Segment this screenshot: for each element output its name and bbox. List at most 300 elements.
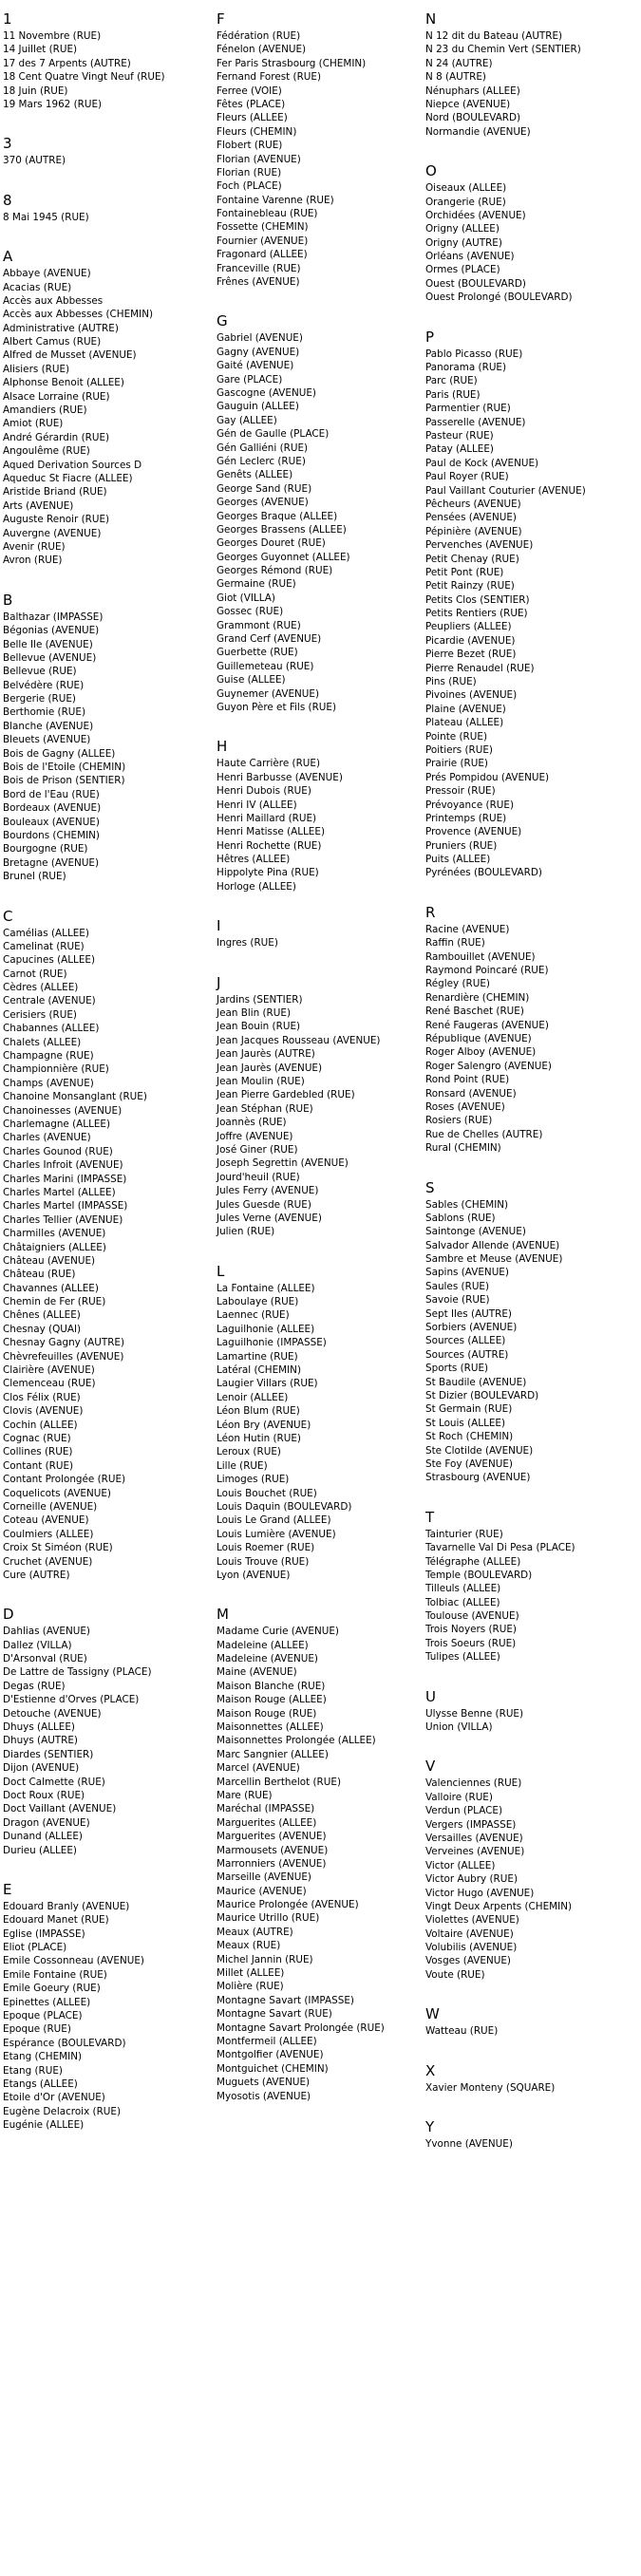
street-entry: Ingres (RUE): [217, 937, 278, 950]
street-entry: Voute (RUE): [425, 1968, 485, 1981]
street-entry: Angoulême (RUE): [3, 445, 90, 458]
street-entry: Paul Royer (RUE): [425, 471, 509, 483]
street-entry: Contant Prolongée (RUE): [3, 1474, 126, 1486]
section-letter-heading: W: [425, 2005, 440, 2023]
street-entry: Montgolfier (AVENUE): [217, 2049, 324, 2061]
street-entry: Collines (RUE): [3, 1446, 73, 1458]
street-entry: Tainturier (RUE): [425, 1528, 503, 1540]
street-entry: 14 Juillet (RUE): [3, 44, 78, 56]
street-entry: Joffre (AVENUE): [217, 1130, 293, 1142]
street-entry: Muguets (AVENUE): [217, 2077, 311, 2089]
street-entry: Cerisiers (RUE): [3, 1008, 77, 1021]
street-entry: Blanche (AVENUE): [3, 720, 94, 732]
street-entry: Centrale (AVENUE): [3, 995, 96, 1007]
street-entry: Bretagne (AVENUE): [3, 856, 100, 869]
street-entry: Rond Point (RUE): [425, 1074, 510, 1086]
street-entry: Fédération (RUE): [217, 30, 301, 42]
street-entry: Fragonard (ALLEE): [217, 249, 308, 261]
street-entry: Avron (RUE): [3, 555, 63, 567]
street-entry: N 23 du Chemin Vert (SENTIER): [425, 44, 581, 56]
street-entry: Epinettes (ALLEE): [3, 1996, 91, 2008]
street-entry: René Baschet (RUE): [425, 1006, 524, 1018]
street-entry: Fontaine Varenne (RUE): [217, 194, 334, 206]
street-entry: Marc Sangnier (ALLEE): [217, 1748, 329, 1760]
street-entry: Léon Blum (RUE): [217, 1405, 300, 1418]
street-entry: Printemps (RUE): [425, 812, 507, 824]
street-entry: Parmentier (RUE): [425, 403, 511, 415]
street-entry: Henri Rochette (RUE): [217, 839, 322, 852]
section-letter-heading: H: [217, 738, 228, 756]
street-entry: Dahlias (AVENUE): [3, 1626, 90, 1638]
street-entry: Grand Cerf (AVENUE): [217, 633, 322, 646]
section-spacer: [425, 2039, 641, 2061]
street-entry: Bellevue (RUE): [3, 666, 77, 678]
section-letter-heading: E: [3, 1880, 12, 1898]
street-entry: Edouard Manet (RUE): [3, 1914, 109, 1927]
street-entry: Croix St Siméon (RUE): [3, 1542, 113, 1554]
street-entry: Montagne Savart (RUE): [217, 2008, 332, 2021]
street-entry: Chabannes (ALLEE): [3, 1023, 100, 1035]
letter-section: [425, 1178, 641, 1485]
street-entry: Jean Bouin (RUE): [217, 1021, 301, 1033]
letter-section: [217, 1262, 425, 1583]
street-entry: Jean Blin (RUE): [217, 1007, 292, 1020]
section-spacer: [3, 1857, 217, 1880]
letter-section: [425, 2061, 641, 2095]
street-entry: Chavannes (ALLEE): [3, 1282, 99, 1294]
street-entry: Petit Chenay (RUE): [425, 553, 519, 565]
street-entry: Aqued Derivation Sources D: [3, 459, 142, 471]
index-column: [217, 9, 425, 2151]
street-entry: Plaine (AVENUE): [425, 703, 506, 715]
street-entry: Charles (AVENUE): [3, 1132, 91, 1144]
letter-section: [425, 1687, 641, 1735]
street-entry: Pointe (RUE): [425, 730, 487, 743]
street-entry: Latéral (CHEMIN): [217, 1364, 301, 1377]
letter-section: [3, 247, 217, 568]
street-entry: Saintonge (AVENUE): [425, 1226, 526, 1238]
street-entry: Pivoines (AVENUE): [425, 689, 518, 702]
letter-section: [425, 161, 641, 305]
street-entry: Pervenches (AVENUE): [425, 539, 534, 552]
letter-section: [425, 1508, 641, 1664]
street-entry: Normandie (AVENUE): [425, 125, 531, 138]
street-entry: Léon Bry (AVENUE): [217, 1419, 311, 1431]
street-entry: Renardière (CHEMIN): [425, 991, 530, 1004]
street-entry: De Lattre de Tassigny (PLACE): [3, 1666, 152, 1679]
street-entry: Genêts (ALLEE): [217, 469, 293, 481]
street-entry: Peupliers (ALLEE): [425, 621, 512, 633]
street-entry: Maison Rouge (ALLEE): [217, 1694, 327, 1706]
street-entry: Sept Iles (AUTRE): [425, 1307, 512, 1320]
street-entry: Laugier Villars (RUE): [217, 1378, 318, 1390]
street-entry: Charmilles (AVENUE): [3, 1228, 106, 1240]
street-entry: Bellevue (AVENUE): [3, 651, 97, 664]
street-entry: Voltaire (AVENUE): [425, 1927, 514, 1940]
street-entry: Corneille (AVENUE): [3, 1500, 98, 1513]
letter-section: [217, 311, 425, 714]
section-letter-heading: X: [425, 2061, 436, 2079]
street-entry: Chênes (ALLEE): [3, 1309, 81, 1322]
street-entry: Chèvrefeuilles (AVENUE): [3, 1350, 124, 1363]
street-entry: Dragon (AVENUE): [3, 1816, 90, 1829]
street-entry: Emile Cossonneau (AVENUE): [3, 1955, 144, 1967]
letter-section: [425, 328, 641, 880]
street-entry: Fernand Forest (RUE): [217, 71, 322, 84]
street-entry: Strasbourg (AVENUE): [425, 1472, 531, 1484]
street-entry: Chanoine Monsanglant (RUE): [3, 1091, 147, 1103]
section-letter-heading: U: [425, 1687, 436, 1705]
street-entry: Jules Verne (AVENUE): [217, 1212, 322, 1224]
street-entry: Pêcheurs (AVENUE): [425, 498, 521, 510]
street-entry: Chemin de Fer (RUE): [3, 1296, 106, 1308]
street-entry: Acacias (RUE): [3, 281, 72, 293]
street-entry: Henri IV (ALLEE): [217, 799, 297, 811]
letter-section: [217, 9, 425, 289]
street-entry: Rambouillet (AVENUE): [425, 950, 536, 963]
street-entry: Marcellin Berthelot (RUE): [217, 1776, 341, 1788]
section-spacer: [425, 2095, 641, 2117]
street-entry: Victor Hugo (AVENUE): [425, 1887, 535, 1899]
street-entry: George Sand (RUE): [217, 482, 312, 495]
street-entry: Puits (ALLEE): [425, 854, 491, 866]
street-entry: Sources (ALLEE): [425, 1335, 506, 1347]
street-entry: Régley (RUE): [425, 978, 490, 990]
street-entry: Fénelon (AVENUE): [217, 44, 307, 56]
street-entry: Guise (ALLEE): [217, 674, 286, 686]
street-entry: Fleurs (CHEMIN): [217, 125, 297, 138]
letter-section: [3, 591, 217, 884]
street-entry: Louis Daquin (BOULEVARD): [217, 1500, 352, 1513]
street-entry: Belvédère (RUE): [3, 679, 85, 691]
section-spacer: [217, 1239, 425, 1262]
street-entry: Clemenceau (RUE): [3, 1378, 96, 1390]
street-entry: Belle Ile (AVENUE): [3, 638, 93, 650]
street-entry: Gén Galliéni (RUE): [217, 442, 309, 454]
street-entry: Trois Soeurs (RUE): [425, 1637, 517, 1649]
street-entry: Georges Douret (RUE): [217, 537, 326, 550]
street-entry: N 12 dit du Bateau (AUTRE): [425, 30, 563, 42]
street-entry: Pensées (AVENUE): [425, 512, 517, 524]
street-entry: Guerbette (RUE): [217, 647, 298, 659]
street-entry: Rue de Chelles (AUTRE): [425, 1128, 543, 1140]
street-entry: Patay (ALLEE): [425, 443, 494, 456]
street-entry: Bois de Gagny (ALLEE): [3, 747, 116, 760]
street-entry: Verveines (AVENUE): [425, 1846, 525, 1858]
street-entry: Florian (RUE): [217, 166, 282, 179]
street-entry: Plateau (ALLEE): [425, 717, 504, 729]
section-spacer: [425, 1485, 641, 1508]
street-entry: St Louis (ALLEE): [425, 1417, 506, 1429]
street-entry: Millet (ALLEE): [217, 1967, 285, 1980]
street-entry: St Dizier (BOULEVARD): [425, 1389, 539, 1401]
street-entry: Raffin (RUE): [425, 937, 485, 950]
letter-section: [425, 2004, 641, 2038]
street-entry: Ouest (BOULEVARD): [425, 277, 526, 290]
section-letter-heading: 1: [3, 10, 12, 28]
street-entry: N 8 (AUTRE): [425, 71, 486, 84]
street-entry: Montagne Savart Prolongée (RUE): [217, 2021, 385, 2034]
street-entry: Maison Rouge (RUE): [217, 1707, 317, 1720]
section-spacer: [425, 1664, 641, 1687]
street-entry: Pins (RUE): [425, 676, 477, 688]
street-entry: Panorama (RUE): [425, 362, 507, 374]
street-entry: Ulysse Benne (RUE): [425, 1707, 524, 1720]
street-entry: Auguste Renoir (RUE): [3, 514, 110, 526]
street-entry: Jardins (SENTIER): [217, 993, 303, 1006]
street-entry: Auvergne (AVENUE): [3, 527, 102, 539]
street-entry: Georges Braque (ALLEE): [217, 510, 338, 522]
street-entry: Coteau (AVENUE): [3, 1514, 89, 1527]
street-entry: Sambre et Meuse (AVENUE): [425, 1253, 563, 1266]
street-entry: Volubilis (AVENUE): [425, 1942, 518, 1954]
street-entry: St Roch (CHEMIN): [425, 1431, 514, 1443]
street-entry: Jean Jacques Rousseau (AVENUE): [217, 1034, 381, 1046]
street-entry: Edouard Branly (AVENUE): [3, 1900, 130, 1912]
section-letter-heading: P: [425, 328, 435, 346]
street-entry: Château (RUE): [3, 1269, 76, 1281]
street-entry: Paris (RUE): [425, 388, 481, 401]
street-entry: Montagne Savart (IMPASSE): [217, 1994, 354, 2006]
street-entry: Oiseaux (ALLEE): [425, 182, 507, 195]
street-entry: Nord (BOULEVARD): [425, 112, 521, 124]
section-letter-heading: O: [425, 162, 437, 180]
street-entry: Julien (RUE): [217, 1226, 275, 1238]
street-entry: Versailles (AVENUE): [425, 1832, 523, 1844]
section-spacer: [425, 1982, 641, 2004]
letter-section: [425, 9, 641, 139]
street-entry: Meaux (RUE): [217, 1940, 281, 1952]
street-entry: Bois de Prison (SENTIER): [3, 775, 125, 787]
street-entry: Alphonse Benoit (ALLEE): [3, 377, 124, 389]
street-entry: Administrative (AUTRE): [3, 322, 119, 334]
street-entry: Pierre Renaudel (RUE): [425, 662, 535, 674]
street-entry: Chalets (ALLEE): [3, 1036, 82, 1048]
street-entry: Georges Guyonnet (ALLEE): [217, 551, 350, 563]
street-entry: Bourgogne (RUE): [3, 843, 88, 856]
street-entry: Epoque (RUE): [3, 2023, 71, 2036]
street-entry: Racine (AVENUE): [425, 923, 510, 935]
street-entry: Mare (RUE): [217, 1789, 273, 1801]
section-letter-heading: T: [425, 1508, 435, 1526]
street-entry: Charles Marini (IMPASSE): [3, 1173, 127, 1185]
street-entry: Ouest Prolongé (BOULEVARD): [425, 291, 573, 304]
street-entry: Alfred de Musset (AVENUE): [3, 349, 137, 362]
street-entry: Petits Rentiers (RUE): [425, 608, 528, 620]
street-entry: Provence (AVENUE): [425, 826, 522, 838]
street-entry: Dhuys (ALLEE): [3, 1721, 75, 1734]
street-entry: Coulmiers (ALLEE): [3, 1528, 94, 1540]
street-entry: Eliot (PLACE): [3, 1942, 67, 1954]
street-entry: Georges (AVENUE): [217, 497, 309, 509]
street-entry: Lenoir (ALLEE): [217, 1391, 289, 1403]
section-spacer: [425, 1734, 641, 1757]
letter-section: [217, 973, 425, 1239]
street-entry: Jean Jaurès (AVENUE): [217, 1062, 323, 1074]
street-entry: 18 Juin (RUE): [3, 85, 68, 97]
street-entry: Tavarnelle Val Di Pesa (PLACE): [425, 1542, 575, 1554]
street-entry: Doct Vaillant (AVENUE): [3, 1803, 117, 1815]
street-entry: Cochin (ALLEE): [3, 1419, 78, 1431]
street-entry: Pablo Picasso (RUE): [425, 348, 523, 360]
street-entry: Gay (ALLEE): [217, 414, 277, 426]
street-entry: Bégonias (AVENUE): [3, 625, 100, 637]
street-entry: Laguilhonie (ALLEE): [217, 1323, 315, 1335]
street-entry: Gascogne (AVENUE): [217, 386, 316, 399]
street-entry: Sources (AUTRE): [425, 1348, 509, 1361]
street-entry: Henri Maillard (RUE): [217, 812, 317, 824]
street-entry: Salvador Allende (AVENUE): [425, 1239, 560, 1251]
street-entry: Clairière (AVENUE): [3, 1364, 95, 1377]
street-entry: Victor Aubry (RUE): [425, 1873, 518, 1886]
street-entry: Maison Blanche (RUE): [217, 1680, 326, 1692]
street-entry: Madeleine (AVENUE): [217, 1653, 318, 1665]
street-entry: Vergers (IMPASSE): [425, 1818, 517, 1831]
street-entry: Cognac (RUE): [3, 1432, 71, 1444]
street-entry: Maurice Utrillo (RUE): [217, 1912, 320, 1925]
street-entry: Hêtres (ALLEE): [217, 854, 291, 866]
street-entry: 18 Cent Quatre Vingt Neuf (RUE): [3, 71, 165, 84]
street-entry: Albert Camus (RUE): [3, 336, 102, 348]
section-spacer: [3, 1582, 217, 1605]
letter-section: [425, 1757, 641, 1982]
street-entry: Ste Foy (AVENUE): [425, 1457, 513, 1470]
section-letter-heading: D: [3, 1606, 14, 1624]
street-entry: Charles Gounod (RUE): [3, 1145, 113, 1157]
street-entry: Roses (AVENUE): [425, 1100, 505, 1113]
street-entry: Coquelicots (AVENUE): [3, 1487, 111, 1499]
street-entry: Maisonnettes (ALLEE): [217, 1721, 324, 1734]
letter-section: [3, 191, 217, 224]
street-entry: Bois de l'Etoile (CHEMIN): [3, 762, 126, 774]
street-entry: Passerelle (AVENUE): [425, 416, 526, 428]
street-entry: Henri Matisse (ALLEE): [217, 826, 325, 838]
street-entry: Tulipes (ALLEE): [425, 1651, 500, 1664]
street-entry: Orangerie (RUE): [425, 196, 506, 208]
section-letter-heading: J: [217, 973, 221, 991]
street-entry: Orchidées (AVENUE): [425, 209, 526, 221]
section-letter-heading: L: [217, 1262, 225, 1280]
street-entry: Ormes (PLACE): [425, 264, 500, 276]
street-entry: Guyon Père et Fils (RUE): [217, 701, 337, 713]
street-entry: Accès aux Abbesses: [3, 294, 104, 307]
section-spacer: [217, 289, 425, 311]
street-entry: Grammont (RUE): [217, 619, 301, 631]
letter-section: [3, 907, 217, 1583]
section-spacer: [425, 305, 641, 328]
street-entry: Fer Paris Strasbourg (CHEMIN): [217, 57, 367, 69]
street-entry: Léon Hutin (RUE): [217, 1432, 301, 1444]
street-entry: Pépinière (AVENUE): [425, 525, 522, 537]
street-entry: Franceville (RUE): [217, 262, 301, 274]
street-entry: Laboulaye (RUE): [217, 1296, 299, 1308]
street-entry: Aristide Briand (RUE): [3, 486, 107, 498]
section-letter-heading: A: [3, 248, 13, 266]
street-entry: Montfermeil (ALLEE): [217, 2036, 317, 2047]
street-entry: 370 (AUTRE): [3, 155, 66, 167]
section-letter-heading: G: [217, 312, 228, 330]
street-entry: Emile Fontaine (RUE): [3, 1968, 107, 1981]
street-entry: Petit Pont (RUE): [425, 566, 504, 578]
street-entry: Epoque (PLACE): [3, 2010, 83, 2022]
street-entry: Tolbiac (ALLEE): [425, 1596, 500, 1608]
street-entry: Eugène Delacroix (RUE): [3, 2105, 122, 2117]
street-entry: Prévoyance (RUE): [425, 799, 515, 811]
street-entry: Haute Carrière (RUE): [217, 758, 321, 770]
street-entry: Meaux (AUTRE): [217, 1926, 293, 1938]
street-entry: Maisonnettes Prolongée (ALLEE): [217, 1735, 376, 1747]
street-entry: Louis Bouchet (RUE): [217, 1487, 317, 1499]
street-entry: Madeleine (ALLEE): [217, 1639, 309, 1651]
index-column: [425, 9, 641, 2151]
street-entry: Eglise (IMPASSE): [3, 1927, 85, 1940]
street-entry: Gossec (RUE): [217, 606, 284, 618]
street-entry: Hippolyte Pina (RUE): [217, 867, 319, 879]
street-entry: Charles Martel (ALLEE): [3, 1186, 116, 1198]
street-entry: Degas (RUE): [3, 1680, 66, 1692]
street-entry: Doct Calmette (RUE): [3, 1776, 105, 1788]
street-entry: Louis Le Grand (ALLEE): [217, 1514, 331, 1527]
index-column: [0, 9, 217, 2151]
street-entry: Guynemer (AVENUE): [217, 687, 320, 700]
street-entry: Marguerites (AVENUE): [217, 1831, 327, 1843]
section-spacer: [3, 884, 217, 907]
section-spacer: [217, 1582, 425, 1605]
street-entry: Capucines (ALLEE): [3, 954, 96, 967]
street-entry: Etang (RUE): [3, 2064, 63, 2077]
street-entry: Marmousets (AVENUE): [217, 1844, 329, 1856]
street-entry: Horloge (ALLEE): [217, 880, 296, 893]
section-spacer: [425, 1156, 641, 1178]
street-entry: 17 des 7 Arpents (AUTRE): [3, 57, 131, 69]
street-entry: Germaine (RUE): [217, 578, 296, 591]
street-entry: Châtaigniers (ALLEE): [3, 1241, 106, 1253]
street-entry: Violettes (AVENUE): [425, 1914, 519, 1927]
street-entry: 11 Novembre (RUE): [3, 30, 102, 42]
street-entry: Giot (VILLA): [217, 592, 275, 604]
street-entry: Roger Salengro (AVENUE): [425, 1060, 552, 1072]
street-entry: Guillemeteau (RUE): [217, 660, 314, 672]
street-entry: Bergerie (RUE): [3, 693, 76, 705]
street-entry: Bleuets (AVENUE): [3, 734, 91, 746]
section-letter-heading: 8: [3, 191, 12, 209]
street-entry: Dijon (AVENUE): [3, 1762, 80, 1775]
street-entry: Petits Clos (SENTIER): [425, 593, 530, 606]
letter-section: [425, 2117, 641, 2151]
street-entry: Vosges (AVENUE): [425, 1955, 511, 1967]
letter-section: [3, 134, 217, 167]
street-entry: Picardie (AVENUE): [425, 634, 516, 647]
street-entry: St Germain (RUE): [425, 1403, 513, 1416]
street-entry: D'Estienne d'Orves (PLACE): [3, 1694, 140, 1706]
street-entry: Verdun (PLACE): [425, 1805, 502, 1817]
street-entry: Doct Roux (RUE): [3, 1789, 85, 1801]
street-entry: Montguichet (CHEMIN): [217, 2062, 329, 2075]
street-entry: Amiot (RUE): [3, 418, 64, 430]
street-entry: Flobert (RUE): [217, 140, 283, 152]
street-entry: St Baudile (AVENUE): [425, 1376, 527, 1388]
street-entry: Xavier Monteny (SQUARE): [425, 2081, 556, 2094]
street-entry: Parc (RUE): [425, 375, 478, 387]
section-spacer: [217, 714, 425, 737]
street-entry: Durieu (ALLEE): [3, 1844, 77, 1856]
street-entry: Charlemagne (ALLEE): [3, 1119, 111, 1130]
street-entry: Accès aux Abbesses (CHEMIN): [3, 309, 154, 321]
street-entry: Bouleaux (AVENUE): [3, 816, 100, 828]
street-entry: Gare (PLACE): [217, 373, 283, 385]
street-entry: Championnière (RUE): [3, 1063, 109, 1076]
street-entry: La Fontaine (ALLEE): [217, 1282, 315, 1294]
